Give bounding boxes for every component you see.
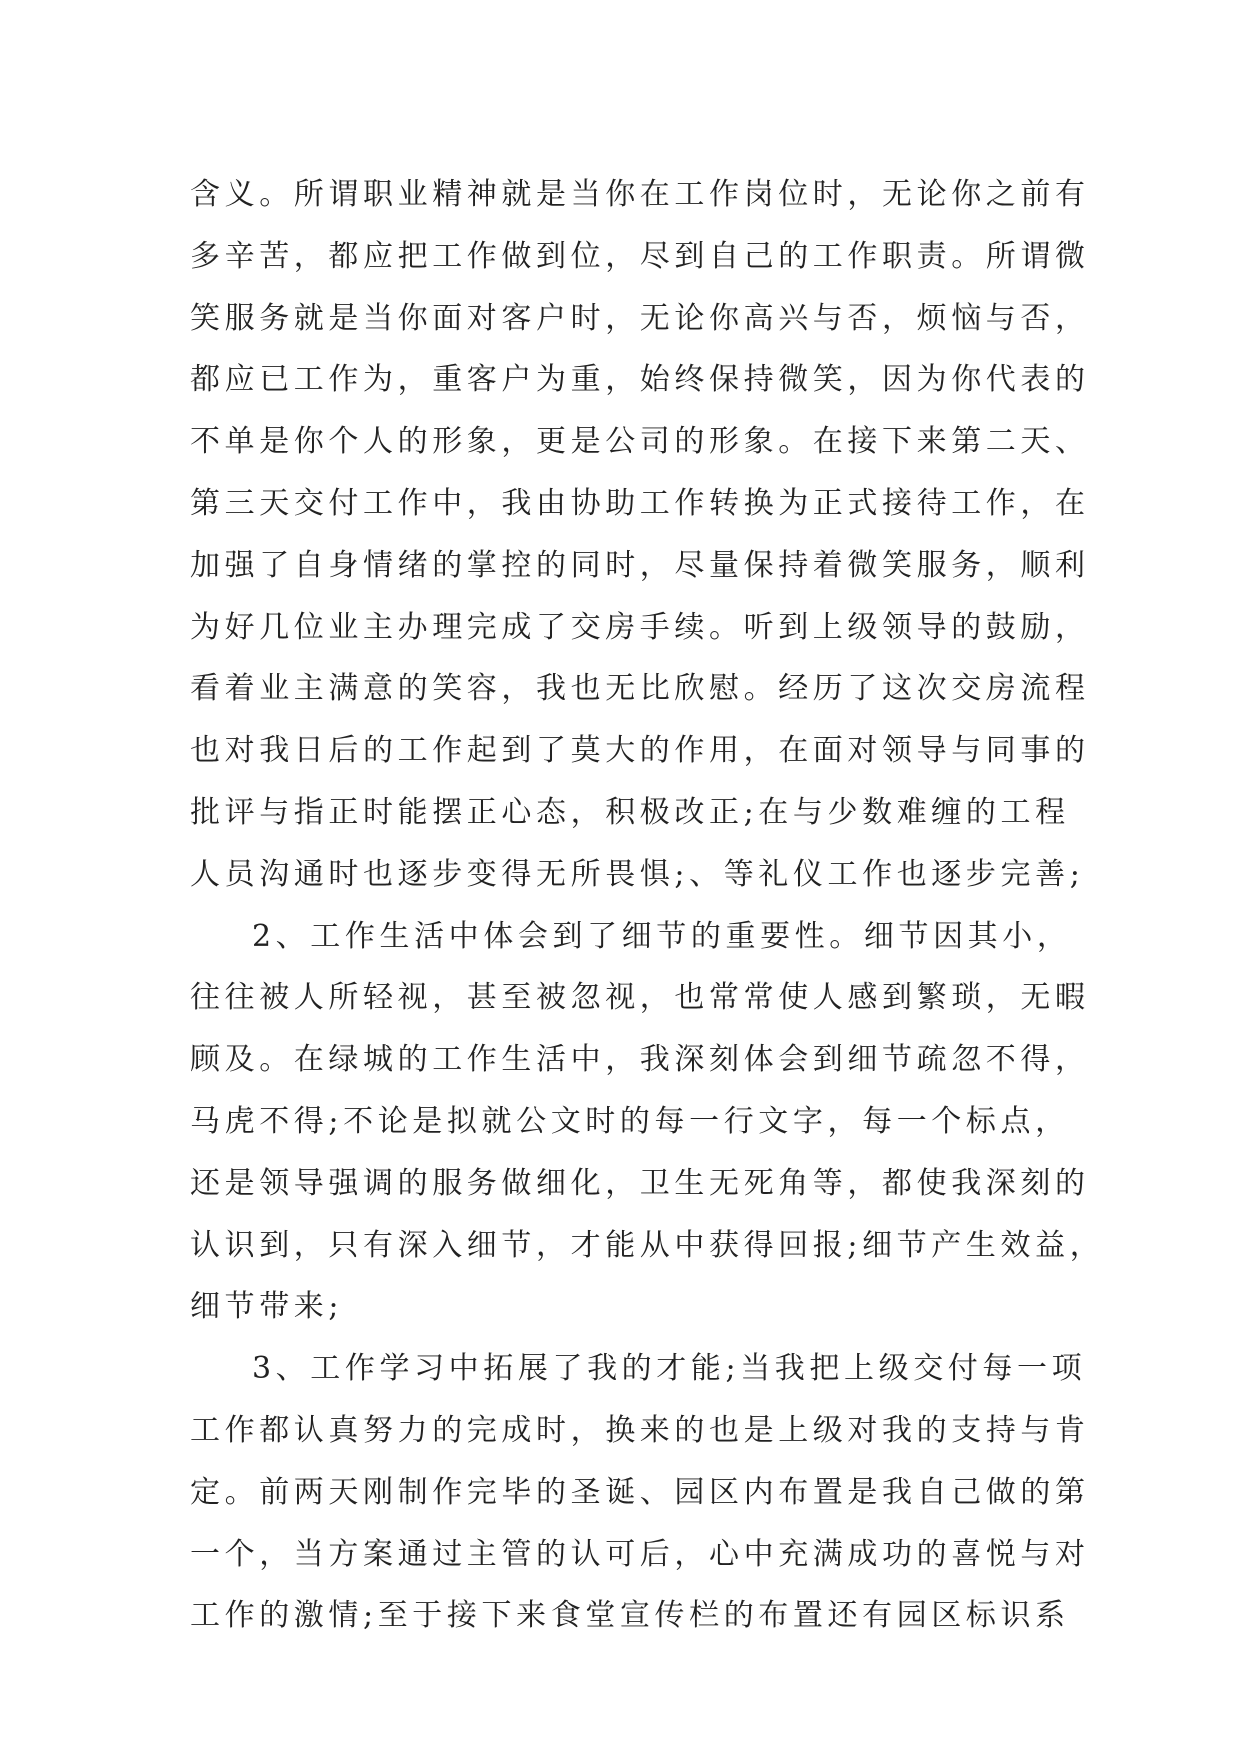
text-line: 还是领导强调的服务做细化，卫生无死角等，都使我深刻的	[190, 1165, 1090, 1201]
text-line: 含义。所谓职业精神就是当你在工作岗位时，无论你之前有	[190, 177, 1090, 212]
text-line: 人员沟通时也逐步变得无所畏惧;、等礼仪工作也逐步完善;	[190, 856, 1085, 892]
text-line: 一个，当方案通过主管的认可后，心中充满成功的喜悦与对	[190, 1536, 1090, 1572]
text-line: 批评与指正时能摆正心态，积极改正;在与少数难缠的工程	[190, 794, 1070, 830]
text-line: 也对我日后的工作起到了莫大的作用，在面对领导与同事的	[190, 733, 1090, 769]
paragraph-first-line: 3、工作学习中拓展了我的才能;当我把上级交付每一项	[252, 1351, 1087, 1387]
text-line: 马虎不得;不论是拟就公文时的每一行文字，每一个标点，	[190, 1103, 1070, 1139]
text-line: 定。前两天刚制作完毕的圣诞、园区内布置是我自己做的第	[190, 1474, 1090, 1510]
text-line: 加强了自身情绪的掌控的同时，尽量保持着微笑服务，顺利	[190, 547, 1090, 583]
text-line: 顾及。在绿城的工作生活中，我深刻体会到细节疏忽不得，	[190, 1042, 1090, 1078]
text-line: 为好几位业主办理完成了交房手续。听到上级领导的鼓励，	[190, 609, 1090, 645]
paragraph-first-line: 2、工作生活中体会到了细节的重要性。细节因其小，	[252, 918, 1072, 954]
text-line: 细节带来;	[190, 1289, 344, 1325]
document-body	[190, 164, 1105, 1647]
text-line: 都应已工作为，重客户为重，始终保持微笑，因为你代表的	[190, 362, 1090, 398]
text-line: 认识到，只有深入细节，才能从中获得回报;细节产生效益，	[190, 1227, 1105, 1263]
text-line: 工作的激情;至于接下来食堂宣传栏的布置还有园区标识系	[190, 1598, 1070, 1634]
text-line: 看着业主满意的笑容，我也无比欣慰。经历了这次交房流程	[190, 671, 1090, 707]
text-line: 第三天交付工作中，我由协助工作转换为正式接待工作，在	[190, 485, 1090, 521]
text-line: 不单是你个人的形象，更是公司的形象。在接下来第二天、	[190, 424, 1090, 460]
text-line: 往往被人所轻视，甚至被忽视，也常常使人感到繁琐，无暇	[190, 980, 1090, 1016]
text-line: 工作都认真努力的完成时，换来的也是上级对我的支持与肯	[190, 1412, 1090, 1448]
text-line: 笑服务就是当你面对客户时，无论你高兴与否，烦恼与否，	[190, 300, 1090, 336]
text-line: 多辛苦，都应把工作做到位，尽到自己的工作职责。所谓微	[190, 238, 1090, 274]
